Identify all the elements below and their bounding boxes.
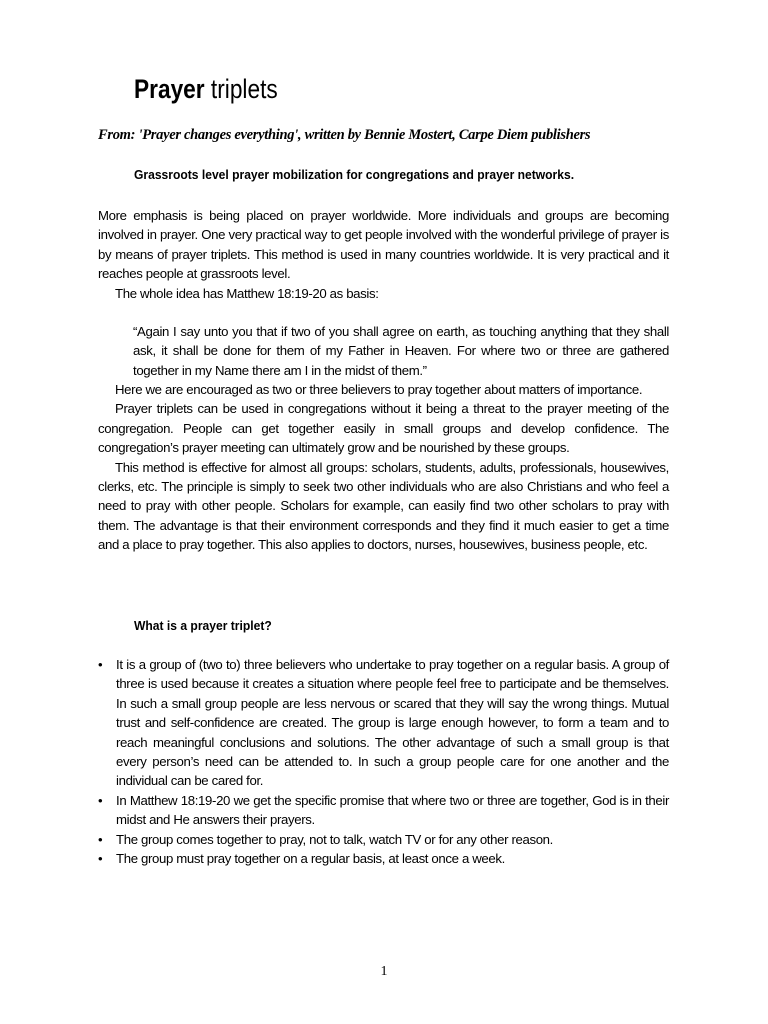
bullet-marker: • bbox=[98, 831, 103, 847]
list-item bbox=[98, 849, 669, 868]
body-text bbox=[98, 380, 669, 555]
intro-paragraph: More emphasis is being placed on prayer worldwide. More individuals and groups are becoming involved in prayer. One very practical way to get people involved with the wonderful privilege of prayer is by means of prayer triplets. This method is used in many countries worldwide. It is very practical and it reaches people at grassroots level. bbox=[98, 208, 669, 282]
list-item-text: The group must pray together on a regular basis, at least once a week. bbox=[116, 851, 505, 867]
list-item bbox=[98, 830, 669, 849]
list-item-text: It is a group of (two to) three believers who undertake to pray together on a regular basis. A group of three is used because it creates a situation where people feel free to participate and be themselves. In such a small group people are less nervous or scared that they will say the wrong things. Mutual trust and self-confidence are created. The group is large enough however, to form a team and to reach meaningful conclusions and solutions. The other advantage of such a small group is that every person’s need can be attended to. In such a group people care for one another and the individual can be cared for. bbox=[116, 657, 669, 789]
page-number: 1 bbox=[380, 964, 388, 979]
bullet-marker: • bbox=[98, 792, 103, 808]
subtitle: Grassroots level prayer mobilization for congregations and prayer networks. bbox=[134, 167, 575, 182]
source-citation: From: 'Prayer changes everything', written by Bennie Mostert, Carpe Diem publishers bbox=[98, 127, 591, 143]
body-paragraph: This method is effective for almost all groups: scholars, students, adults, professionals, housewives, clerks, etc. The principle is simply to seek two other individuals who are also Christians and who feel a need to pray with other people. Scholars for example, can easily find two other scholars to pray with them. The advantage is that their environment corresponds and they find it much easier to get a time and a place to pray together. This also applies to doctors, nurses, housewives, business people, etc. bbox=[98, 459, 669, 553]
list-item-text: In Matthew 18:19-20 we get the specific promise that where two or three are together, God is in their midst and He answers their prayers. bbox=[116, 792, 669, 828]
title-bold-word: Prayer bbox=[134, 74, 205, 104]
page-title bbox=[134, 73, 278, 105]
list-item bbox=[98, 791, 669, 830]
body-paragraph: Here we are encouraged as two or three believers to pray together about matters of importance. bbox=[115, 382, 643, 397]
section-heading: What is a prayer triplet? bbox=[134, 618, 272, 633]
title-rest: triplets bbox=[204, 74, 278, 104]
basis-paragraph: The whole idea has Matthew 18:19-20 as basis: bbox=[115, 285, 379, 301]
scripture-quote: “Again I say unto you that if two of you shall agree on earth, as touching anything that they shall ask, it shall be done for them of my Father in Heaven. For where two or three are gathered together in my Name there am I in the midst of them.” bbox=[133, 324, 669, 378]
bullet-marker: • bbox=[98, 657, 103, 672]
intro-text bbox=[98, 206, 669, 303]
body-paragraph: Prayer triplets can be used in congregations without it being a threat to the prayer meeting of the congregation. People can get together easily in small groups and develop confidence. The congregation’s prayer meeting can ultimately grow and be nourished by these groups. bbox=[98, 401, 669, 456]
bullet-list bbox=[98, 655, 669, 868]
bullet-marker: • bbox=[98, 851, 103, 867]
list-item-text: The group comes together to pray, not to talk, watch TV or for any other reason. bbox=[116, 831, 553, 847]
list-item bbox=[98, 655, 669, 791]
